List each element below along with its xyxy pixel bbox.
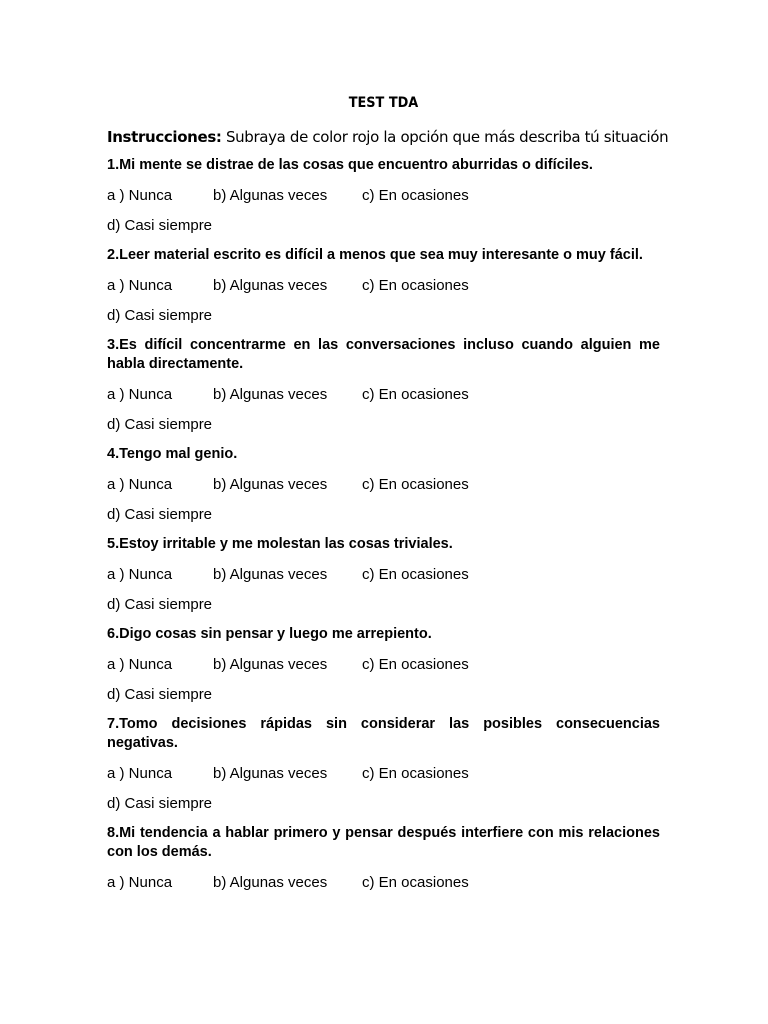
option-b[interactable]: b) Algunas veces xyxy=(213,566,328,583)
option-a[interactable]: a ) Nunca xyxy=(107,187,173,204)
instructions xyxy=(107,126,669,148)
page-title: TEST TDA xyxy=(348,95,419,111)
option-a[interactable]: a ) Nunca xyxy=(107,874,173,891)
answer-options-4 xyxy=(107,475,660,494)
option-b[interactable]: b) Algunas veces xyxy=(213,476,328,493)
answer-options-1 xyxy=(107,186,660,205)
option-d[interactable]: d) Casi siempre xyxy=(107,416,213,433)
option-a[interactable]: a ) Nunca xyxy=(107,765,173,782)
option-c[interactable]: c) En ocasiones xyxy=(362,566,469,583)
option-d[interactable]: d) Casi siempre xyxy=(107,506,213,523)
question-6: 6.Digo cosas sin pensar y luego me arrepiento. xyxy=(107,626,432,642)
option-b[interactable]: b) Algunas veces xyxy=(213,277,328,294)
question-2: 2.Leer material escrito es difícil a menos que sea muy interesante o muy fácil. xyxy=(107,247,643,263)
instructions-text: Subraya de color rojo la opción que más describa tú situación xyxy=(221,128,669,146)
option-d[interactable]: d) Casi siempre xyxy=(107,307,213,324)
option-a[interactable]: a ) Nunca xyxy=(107,476,173,493)
option-a[interactable]: a ) Nunca xyxy=(107,656,173,673)
option-d[interactable]: d) Casi siempre xyxy=(107,795,213,812)
document-page xyxy=(107,92,669,903)
answer-options-6 xyxy=(107,655,660,674)
answer-options-7 xyxy=(107,764,660,783)
option-c[interactable]: c) En ocasiones xyxy=(362,476,469,493)
question-3: 3.Es difícil concentrarme en las conversaciones incluso cuando alguien me habla directamente. xyxy=(107,337,660,372)
option-c[interactable]: c) En ocasiones xyxy=(362,277,469,294)
option-a[interactable]: a ) Nunca xyxy=(107,566,173,583)
option-c[interactable]: c) En ocasiones xyxy=(362,874,469,891)
answer-options-5 xyxy=(107,565,660,584)
option-c[interactable]: c) En ocasiones xyxy=(362,386,469,403)
answer-options-3 xyxy=(107,385,660,404)
option-b[interactable]: b) Algunas veces xyxy=(213,656,328,673)
option-d[interactable]: d) Casi siempre xyxy=(107,596,213,613)
question-7: 7.Tomo decisiones rápidas sin considerar las posibles consecuencias negativas. xyxy=(107,716,660,751)
option-b[interactable]: b) Algunas veces xyxy=(213,187,328,204)
question-8: 8.Mi tendencia a hablar primero y pensar después interfiere con mis relaciones con los demás. xyxy=(107,825,660,860)
option-c[interactable]: c) En ocasiones xyxy=(362,656,469,673)
question-5: 5.Estoy irritable y me molestan las cosas triviales. xyxy=(107,536,453,552)
option-d[interactable]: d) Casi siempre xyxy=(107,217,213,234)
option-a[interactable]: a ) Nunca xyxy=(107,386,173,403)
option-d[interactable]: d) Casi siempre xyxy=(107,686,213,703)
option-b[interactable]: b) Algunas veces xyxy=(213,765,328,782)
option-c[interactable]: c) En ocasiones xyxy=(362,187,469,204)
option-b[interactable]: b) Algunas veces xyxy=(213,874,328,891)
question-4: 4.Tengo mal genio. xyxy=(107,446,238,462)
option-c[interactable]: c) En ocasiones xyxy=(362,765,469,782)
question-1: 1.Mi mente se distrae de las cosas que encuentro aburridas o difíciles. xyxy=(107,157,593,173)
answer-options-8 xyxy=(107,873,660,892)
instructions-label: Instrucciones: xyxy=(107,128,222,146)
option-b[interactable]: b) Algunas veces xyxy=(213,386,328,403)
option-a[interactable]: a ) Nunca xyxy=(107,277,173,294)
answer-options-2 xyxy=(107,276,660,295)
